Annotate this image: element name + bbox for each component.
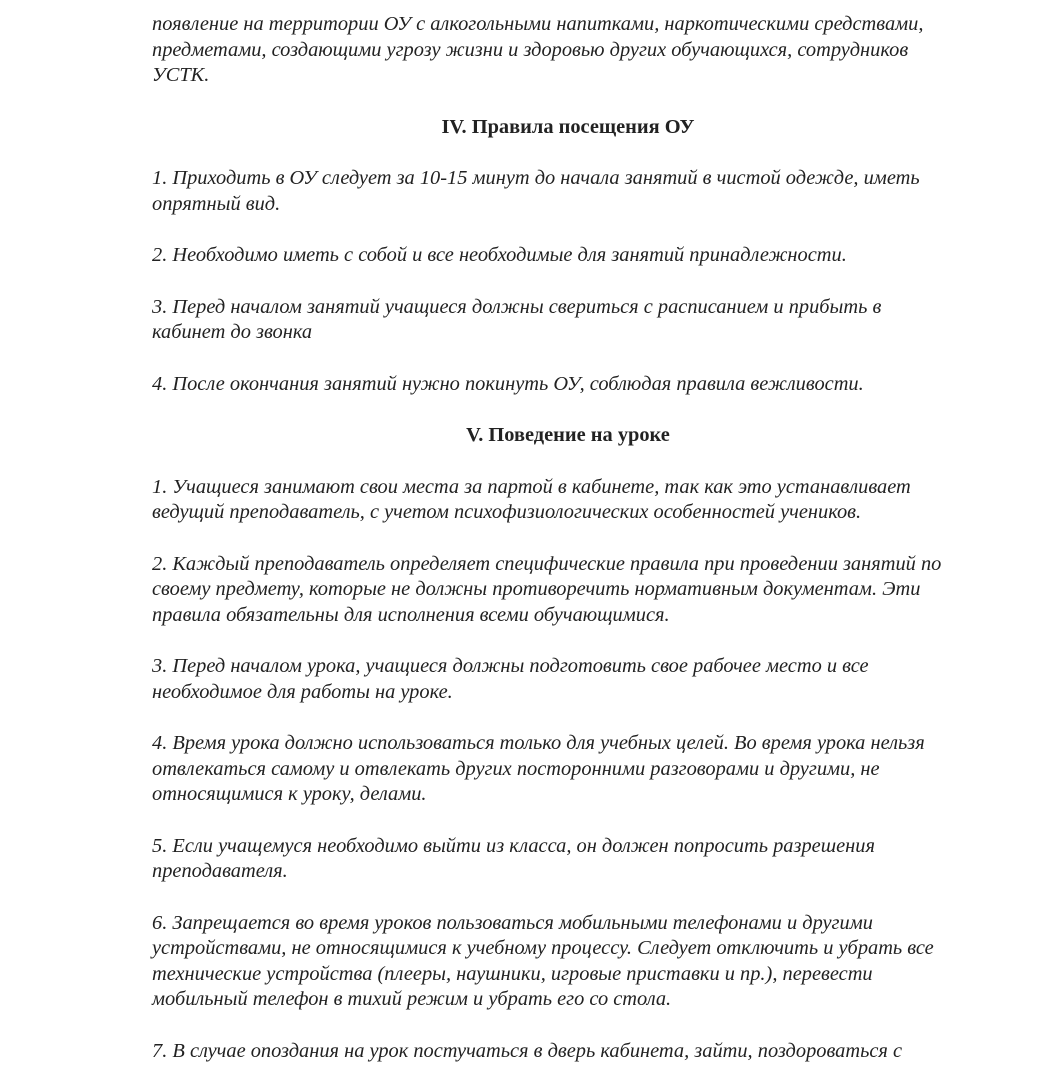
text-line: мобильный телефон в тихий режим и убрать его со стола.	[152, 988, 672, 1010]
text-line: 1. Учащиеся занимают свои места за партой в кабинете, так как это устанавливает	[152, 475, 911, 498]
text-line: 5. Если учащемуся необходимо выйти из класса, он должен попросить разрешения	[152, 834, 875, 857]
rule-item	[152, 1039, 1002, 1065]
text-line: появление на территории ОУ с алкогольными напитками, наркотическими средствами,	[152, 13, 924, 35]
text-line: ведущий преподаватель, с учетом психофизиологических особенностей учеников.	[152, 501, 862, 523]
rule-item	[152, 552, 1002, 629]
text-line: 3. Перед началом урока, учащиеся должны подготовить свое рабочее место и все	[152, 655, 869, 677]
text-line: предметами, создающими угрозу жизни и здоровью других обучающихся, сотрудников	[152, 38, 909, 61]
text-line: УСТК.	[152, 64, 210, 86]
section-heading-v: V. Поведение на уроке	[466, 424, 670, 446]
text-line: кабинет до звонка	[152, 321, 313, 343]
rule-item	[152, 243, 1002, 269]
rule-item	[152, 911, 1002, 1013]
text-line: отвлекаться самому и отвлекать других посторонними разговорами и другими, не	[152, 757, 880, 780]
text-line: технические устройства (плееры, наушники, игровые приставки и пр.), перевести	[152, 962, 873, 985]
text-line: опрятный вид.	[152, 192, 281, 215]
text-line: 4. После окончания занятий нужно покинуть ОУ, соблюдая правила вежливости.	[152, 372, 864, 395]
text-line: относящимися к уроку, делами.	[152, 783, 427, 805]
text-line: 6. Запрещается во время уроков пользоваться мобильными телефонами и другими	[152, 911, 873, 934]
intro-paragraph	[152, 12, 1002, 89]
rule-item	[152, 834, 1002, 885]
rule-item	[152, 475, 1002, 526]
document-page	[152, 12, 1002, 1090]
text-line: правила обязательны для исполнения всеми обучающимися.	[152, 603, 670, 626]
rule-item	[152, 372, 1002, 398]
rule-item	[152, 295, 1002, 346]
text-line: 2. Каждый преподаватель определяет специфические правила при проведении занятий по	[152, 552, 942, 575]
rule-item	[152, 166, 1002, 217]
text-line: 3. Перед началом занятий учащиеся должны свериться с расписанием и прибыть в	[152, 295, 882, 318]
text-line: необходимое для работы на уроке.	[152, 680, 453, 703]
rule-item	[152, 731, 1002, 808]
text-line: 1. Приходить в ОУ следует за 10-15 минут до начала занятий в чистой одежде, иметь	[152, 167, 920, 189]
text-line: 7. В случае опоздания на урок постучаться в дверь кабинета, зайти, поздороваться с	[152, 1039, 903, 1062]
section-heading-iv: IV. Правила посещения ОУ	[441, 115, 695, 138]
text-line: устройствами, не относящимися к учебному процессу. Следует отключить и убрать все	[152, 937, 934, 959]
text-line: 2. Необходимо иметь с собой и все необходимые для занятий принадлежности.	[152, 244, 847, 266]
text-line: преподавателя.	[152, 860, 288, 882]
rule-item	[152, 654, 1002, 705]
text-line: 4. Время урока должно использоваться только для учебных целей. Во время урока нельзя	[152, 732, 925, 754]
text-line: своему предмету, которые не должны противоречить нормативным документам. Эти	[152, 578, 921, 600]
